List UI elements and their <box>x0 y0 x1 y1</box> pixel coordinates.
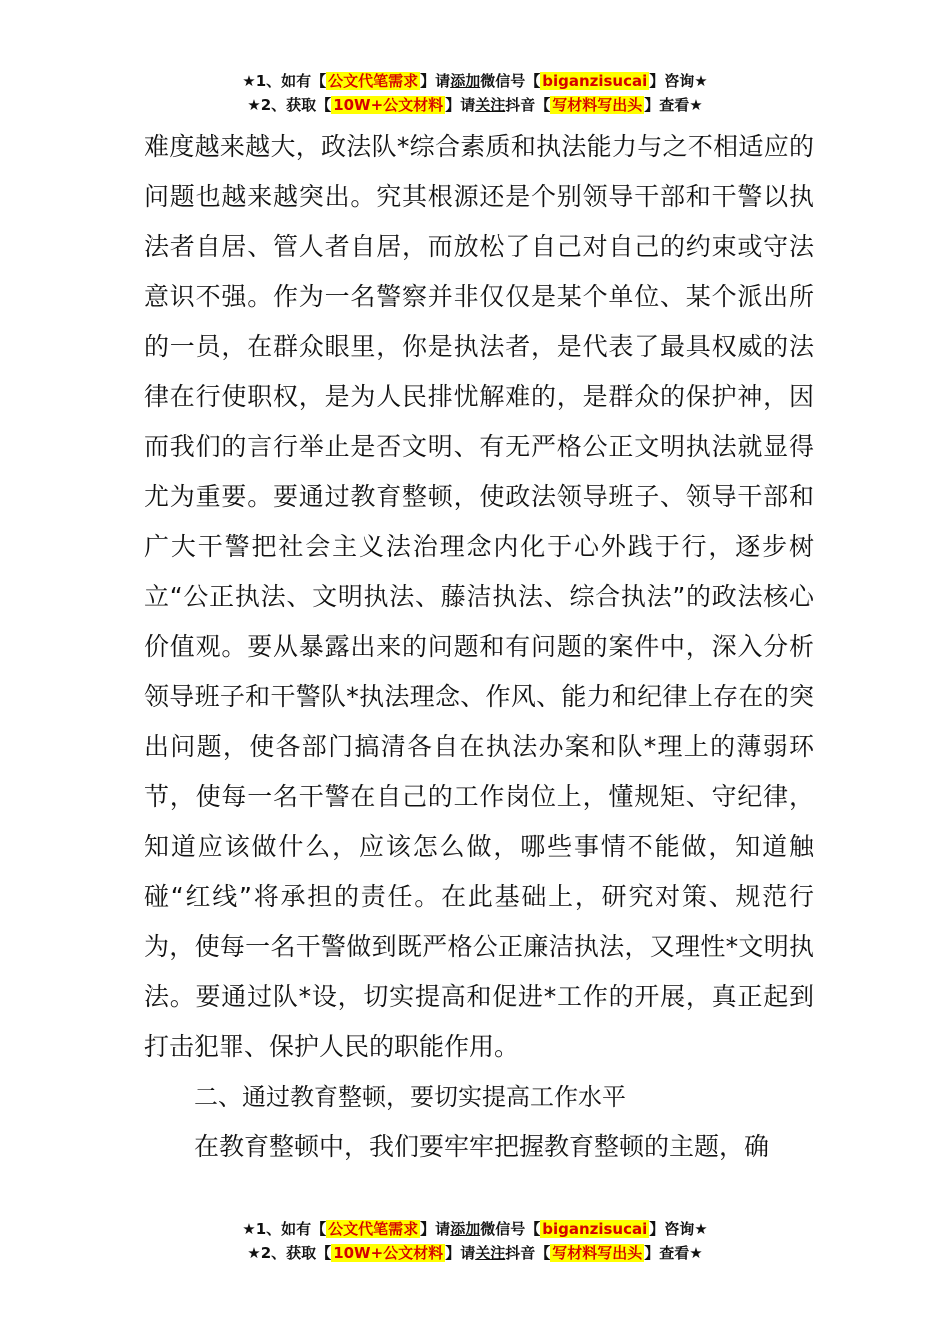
section-heading-2: 二、通过教育整顿，要切实提高工作水平 <box>194 1083 626 1111</box>
banner-text: 抖音【 <box>505 96 551 114</box>
header-banner <box>0 70 950 118</box>
banner-text: 抖音【 <box>505 1244 551 1262</box>
underlined-text: 添加 <box>450 1220 481 1238</box>
banner-text: 微信号【 <box>480 1220 541 1238</box>
highlight-douyin-account: 写材料写出头 <box>552 96 643 114</box>
banner-text: 】请 <box>420 1220 451 1238</box>
highlight-service: 公文代笔需求 <box>328 72 419 90</box>
document-body <box>144 122 814 1172</box>
underlined-text: 添加 <box>450 72 481 90</box>
highlight-service: 公文代笔需求 <box>328 1220 419 1238</box>
banner-text: ★1、如有【 <box>242 72 327 90</box>
banner-line-1 <box>0 1218 950 1242</box>
banner-text: 】请 <box>420 72 451 90</box>
highlight-materials: 10W+公文材料 <box>333 1244 444 1262</box>
banner-text: 】请 <box>445 1244 476 1262</box>
highlight-wechat-id: biganzisucai <box>542 72 648 90</box>
banner-text: 】查看★ <box>644 96 703 114</box>
body-paragraph-2: 在教育整顿中，我们要牢牢把握教育整顿的主题，确 <box>194 1132 770 1161</box>
underlined-text: 关注 <box>475 96 506 114</box>
banner-line-2 <box>0 94 950 118</box>
banner-text: 】请 <box>445 96 476 114</box>
banner-text: ★2、获取【 <box>247 1244 332 1262</box>
underlined-text: 关注 <box>475 1244 506 1262</box>
highlight-wechat-id: biganzisucai <box>542 1220 648 1238</box>
banner-line-1 <box>0 70 950 94</box>
banner-text: 】咨询★ <box>649 1220 708 1238</box>
footer-banner <box>0 1218 950 1266</box>
banner-text: 】查看★ <box>644 1244 703 1262</box>
banner-text: ★1、如有【 <box>242 1220 327 1238</box>
highlight-douyin-account: 写材料写出头 <box>552 1244 643 1262</box>
highlight-materials: 10W+公文材料 <box>333 96 444 114</box>
banner-text: 】咨询★ <box>649 72 708 90</box>
banner-line-2 <box>0 1242 950 1266</box>
banner-text: ★2、获取【 <box>247 96 332 114</box>
banner-text: 微信号【 <box>480 72 541 90</box>
body-paragraph-1: 难度越来越大，政法队*综合素质和执法能力与之不相适应的问题也越来越突出。究其根源还是个别领导干部和干警以执法者自居、管人者自居，而放松了自己对自己的约束或守法意识不强。作为一名警察并非仅仅是某个单位、某个派出所的一员，在群众眼里，你是执法者，是代表了最具权威的法律在行使职权，是为人民排忧解难的，是群众的保护神，因而我们的言行举止是否文明、有无严格公正文明执法就显得尤为重要。要通过教育整顿，使政法领导班子、领导干部和广大干警把社会主义法治理念内化于心外践于行，逐步树立“公正执法、文明执法、藤洁执法、综合执法”的政法核心价值观。要从暴露出来的问题和有问题的案件中，深入分析领导班子和干警队*执法理念、作风、能力和纪律上存在的突出问题，使各部门搞清各自在执法办案和队*理上的薄弱环节，使每一名干警在自己的工作岗位上，懂规矩、守纪律，知道应该做什么，应该怎么做，哪些事情不能做，知道触碰“红线”将承担的责任。在此基础上，研究对策、规范行为，使每一名干警做到既严格公正廉洁执法，又理性*文明执法。要通过队*设，切实提高和促进*工作的开展，真正起到打击犯罪、保护人民的职能作用。 <box>144 132 814 1061</box>
